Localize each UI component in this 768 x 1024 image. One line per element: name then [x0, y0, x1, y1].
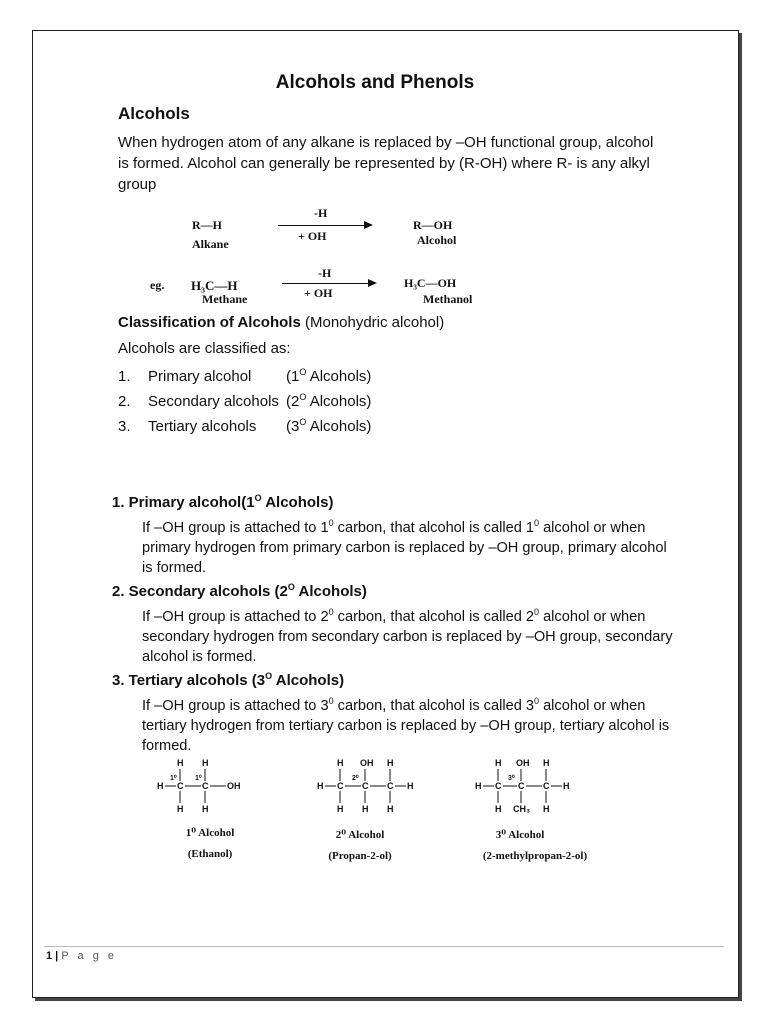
- svg-text:H: H: [387, 758, 394, 768]
- propan-2-ol-structure: [317, 758, 414, 814]
- svg-text:H: H: [543, 804, 550, 814]
- svg-text:H: H: [337, 804, 344, 814]
- arrow-below-label: + OH: [304, 286, 333, 300]
- list-item: 3. Tertiary alcohols ($3^O$ Alcohols): [118, 417, 372, 435]
- propan-2-ol-caption: 2⁰ Alcohol: [335, 829, 385, 841]
- propan-2-ol-name: (Propan-2-ol): [328, 850, 392, 862]
- reactant-name: Methane: [202, 292, 248, 306]
- svg-text:OH: OH: [360, 758, 374, 768]
- product-name: Alcohol: [417, 233, 457, 247]
- svg-text:C: C: [387, 781, 394, 791]
- secondary-alcohol-text: If –OH group is attached to $2^0$ carbon, that alcohol is called $2^0$ alcohol or when secondary hydrogen from secondary carbon is replaced by –OH group, secondary alcohol is formed.: [142, 607, 673, 665]
- svg-text:H: H: [563, 781, 570, 791]
- 2-methylpropan-2-ol-caption: 3⁰ Alcohol: [495, 829, 545, 841]
- section-heading-alcohols: Alcohols: [118, 104, 190, 123]
- classification-list: [118, 364, 371, 439]
- page-word: P a g e: [61, 950, 117, 962]
- 2-methylpropan-2-ol-name: (2-methylpropan-2-ol): [482, 850, 588, 862]
- product-formula: H₃C—OH: [404, 276, 457, 290]
- svg-text:H: H: [317, 781, 324, 791]
- ethanol-structure: [157, 758, 241, 814]
- svg-text:H: H: [362, 804, 369, 814]
- page-number: 1: [46, 950, 53, 962]
- svg-text:H: H: [407, 781, 414, 791]
- svg-text:1⁰: 1⁰: [195, 775, 202, 782]
- svg-text:H: H: [157, 781, 164, 791]
- svg-text:OH: OH: [227, 781, 241, 791]
- classification-intro: Alcohols are classified as:: [118, 340, 291, 357]
- svg-text:H: H: [202, 804, 209, 814]
- reactant-formula: R—H: [192, 218, 222, 232]
- arrow-above-label: -H: [318, 266, 332, 280]
- svg-text:1⁰: 1⁰: [170, 775, 177, 782]
- list-item: 1. Primary alcohol ($1^O$ Alcohols): [118, 367, 372, 385]
- page-footer: 1 | P a g e: [46, 950, 117, 962]
- svg-text:H: H: [337, 758, 344, 768]
- reactant-name: Alkane: [192, 237, 229, 251]
- svg-text:C: C: [337, 781, 344, 791]
- svg-text:H: H: [495, 804, 502, 814]
- classification-heading-bold: Classification of Alcohols: [118, 314, 301, 331]
- arrow-above-label: -H: [314, 206, 328, 220]
- svg-text:H: H: [202, 758, 209, 768]
- intro-paragraph: When hydrogen atom of any alkane is replaced by –OH functional group, alcohol is formed. Alcohol can generally be represented by (R-OH) where R- is any alkyl group: [118, 134, 654, 193]
- svg-text:C: C: [495, 781, 502, 791]
- example-prefix: eg.: [150, 278, 165, 292]
- svg-text:H: H: [543, 758, 550, 768]
- svg-text:C: C: [518, 781, 525, 791]
- reaction-arrow: [278, 225, 364, 226]
- svg-text:H: H: [387, 804, 394, 814]
- svg-text:C: C: [362, 781, 369, 791]
- product-formula: R—OH: [413, 218, 453, 232]
- svg-text:3⁰: 3⁰: [508, 775, 515, 782]
- 2-methylpropan-2-ol-structure: [475, 758, 570, 814]
- page-title: Alcohols and Phenols: [275, 72, 475, 93]
- product-name: Methanol: [423, 292, 473, 306]
- reaction-arrow: [282, 283, 368, 284]
- secondary-alcohol-heading: 2. Secondary alcohols ($2^O$ Alcohols): [112, 582, 367, 600]
- ethanol-caption: 1⁰ Alcohol: [185, 827, 235, 839]
- ethanol-name: (Ethanol): [187, 848, 233, 860]
- svg-text:H: H: [475, 781, 482, 791]
- list-item: 2. Secondary alcohols ($2^O$ Alcohols): [118, 392, 372, 410]
- primary-alcohol-heading: 1. Primary $alcohol(1^O$ Alcohols): [112, 493, 334, 511]
- svg-text:H: H: [177, 758, 184, 768]
- footer-rule: [44, 946, 724, 947]
- svg-text:H: H: [495, 758, 502, 768]
- svg-text:C: C: [177, 781, 184, 791]
- tertiary-alcohol-text: If –OH group is attached to $3^0$ carbon, that alcohol is called $3^0$ alcohol or when tertiary hydrogen from tertiary carbon is replaced by –OH group, tertiary alcohol is formed.: [142, 696, 670, 754]
- reactant-formula: H₃C—H: [191, 278, 238, 293]
- svg-text:C: C: [543, 781, 550, 791]
- svg-text:H: H: [177, 804, 184, 814]
- arrow-head: [364, 221, 373, 229]
- primary-alcohol-text: If –OH group is attached to $1^0$ carbon, that alcohol is called $1^0$ alcohol or when primary hydrogen from primary carbon is replaced by –OH group, primary alcohol is formed.: [142, 518, 667, 576]
- svg-text:2⁰: 2⁰: [352, 775, 359, 782]
- svg-text:CH₃: CH₃: [513, 804, 531, 814]
- classification-heading-rest: (Monohydric alcohol): [300, 314, 445, 331]
- classification-heading: [118, 314, 444, 331]
- tertiary-alcohol-heading: 3. Tertiary alcohols ($3^O$ Alcohols): [112, 671, 345, 689]
- svg-text:C: C: [202, 781, 209, 791]
- arrow-below-label: + OH: [298, 229, 327, 243]
- svg-text:OH: OH: [516, 758, 530, 768]
- arrow-head: [368, 279, 377, 287]
